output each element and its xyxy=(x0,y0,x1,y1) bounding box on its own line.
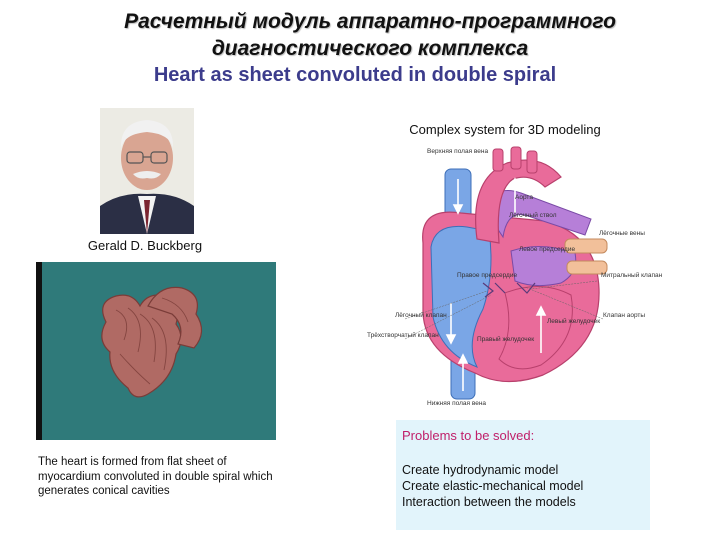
label-right-ventricle: Правый желудочек xyxy=(477,336,535,343)
problems-box xyxy=(396,420,650,530)
label-tricuspid: Трёхстворчатый клапан xyxy=(367,332,439,339)
portrait-photo xyxy=(100,108,194,234)
heart-model-photo xyxy=(36,262,276,440)
label-pulm-artery: Лёгочный ствол xyxy=(509,212,557,219)
problem-item: Interaction between the models xyxy=(402,495,576,509)
page-title: Расчетный модуль аппаратно-программного диагностического комплекса xyxy=(124,10,616,60)
label-ivc: Нижняя полая вена xyxy=(427,400,487,407)
label-pulm-veins: Лёгочные вены xyxy=(599,230,645,237)
label-right-atrium: Правое предсердие xyxy=(457,272,518,279)
heart-model-caption: The heart is formed from flat sheet of myocardium convoluted in double spiral which generates conical cavities xyxy=(38,456,273,497)
page-subtitle: Heart as sheet convoluted in double spiral xyxy=(153,64,557,86)
label-mitral: Митральный клапан xyxy=(601,272,663,279)
problem-item: Create elastic-mechanical model xyxy=(402,479,584,493)
problem-item: Create hydrodynamic model xyxy=(402,463,559,477)
label-left-ventricle: Левый желудочек xyxy=(547,318,601,325)
label-aortic-valve: Клапан аорты xyxy=(603,312,646,319)
problems-heading: Problems to be solved: xyxy=(402,428,535,443)
heart-anatomy-diagram xyxy=(365,143,665,415)
label-aorta: Аорта xyxy=(515,194,533,201)
portrait-caption: Gerald D. Buckberg xyxy=(87,238,203,253)
label-pulm-valve: Лёгочный клапан xyxy=(395,312,447,319)
diagram-title: Complex system for 3D modeling xyxy=(409,122,601,137)
label-left-atrium: Левое предсердие xyxy=(519,246,576,253)
label-svc: Верхняя полая вена xyxy=(427,148,489,155)
